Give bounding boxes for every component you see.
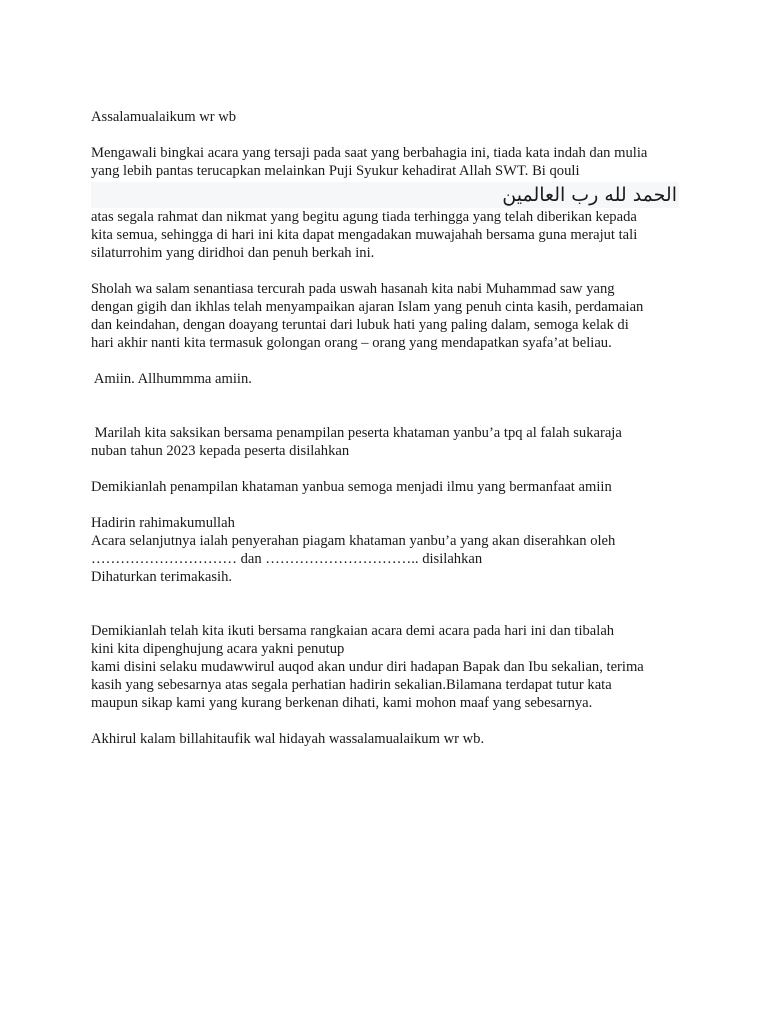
- arabic-hamdalah: الحمد لله رب العالمين: [91, 182, 679, 208]
- invitation-line: Marilah kita saksikan bersama penampilan peserta khataman yanbu’a tpq al falah sukaraja: [91, 425, 622, 441]
- farewell-line: kini kita dipenghujung acara yakni penutup: [91, 641, 345, 657]
- certificate-line: Hadirin rahimakumullah: [91, 515, 235, 531]
- sholawat-line: dan keindahan, dengan doayang teruntai dari lubuk hati yang paling dalam, semoga kelak di: [91, 317, 629, 333]
- farewell-line: maupun sikap kami yang kurang berkenan dihati, kami mohon maaf yang sebesarnya.: [91, 695, 593, 711]
- sholawat-line: Sholah wa salam senantiasa tercurah pada uswah hasanah kita nabi Muhammad saw yang: [91, 281, 615, 297]
- sholawat-line: hari akhir nanti kita termasuk golongan orang – orang yang mendapatkan syafa’at beliau.: [91, 335, 612, 351]
- farewell-line: kasih yang sebesarnya atas segala perhatian hadirin sekalian.Bilamana terdapat tutur kata: [91, 677, 612, 693]
- certificate-line: Dihaturkan terimakasih.: [91, 569, 233, 585]
- farewell-paragraph: [91, 622, 681, 712]
- spacer: [91, 262, 681, 280]
- spacer: [91, 388, 681, 424]
- spacer: [91, 496, 681, 514]
- invitation-line: nuban tahun 2023 kepada peserta disilahkan: [91, 443, 350, 459]
- gratitude-paragraph: [91, 208, 681, 262]
- sholawat-line: dengan gigih dan ikhlas telah menyampaikan ajaran Islam yang penuh cinta kasih, perdamaian: [91, 299, 644, 315]
- gratitude-line: kita semua, sehingga di hari ini kita dapat mengadakan muwajahah bersama guna merajut tali: [91, 227, 638, 243]
- spacer: [91, 126, 681, 144]
- spacer: [91, 352, 681, 370]
- spacer: [91, 460, 681, 478]
- certificate-line: ………………………… dan ………………………….. disilahkan: [91, 551, 483, 567]
- final-line: Akhirul kalam billahitaufik wal hidayah wassalamualaikum wr wb.: [91, 731, 485, 747]
- certificate-line: Acara selanjutnya ialah penyerahan piagam khataman yanbu’a yang akan diserahkan oleh: [91, 533, 616, 549]
- closing-performance-line: Demikianlah penampilan khataman yanbua semoga menjadi ilmu yang bermanfaat amiin: [91, 479, 612, 495]
- gratitude-line: atas segala rahmat dan nikmat yang begitu agung tiada terhingga yang telah diberikan kepada: [91, 209, 637, 225]
- amin-line: Amiin. Allhummma amiin.: [91, 371, 252, 387]
- farewell-line: Demikianlah telah kita ikuti bersama rangkaian acara demi acara pada hari ini dan tibalah: [91, 623, 615, 639]
- opening-line: Mengawali bingkai acara yang tersaji pada saat yang berbahagia ini, tiada kata indah dan mulia: [91, 145, 648, 161]
- greeting-line: Assalamualaikum wr wb: [91, 109, 237, 125]
- document-page: [91, 108, 681, 748]
- sholawat-paragraph: [91, 280, 681, 352]
- spacer: [91, 712, 681, 730]
- certificate-paragraph: [91, 514, 681, 586]
- farewell-line: kami disini selaku mudawwirul auqod akan undur diri hadapan Bapak dan Ibu sekalian, terima: [91, 659, 644, 675]
- invitation-paragraph: [91, 424, 681, 460]
- gratitude-line: silaturrohim yang diridhoi dan penuh berkah ini.: [91, 245, 375, 261]
- spacer: [91, 586, 681, 622]
- opening-line: yang lebih pantas terucapkan melainkan Puji Syukur kehadirat Allah SWT. Bi qouli: [91, 163, 580, 179]
- opening-paragraph: [91, 144, 681, 180]
